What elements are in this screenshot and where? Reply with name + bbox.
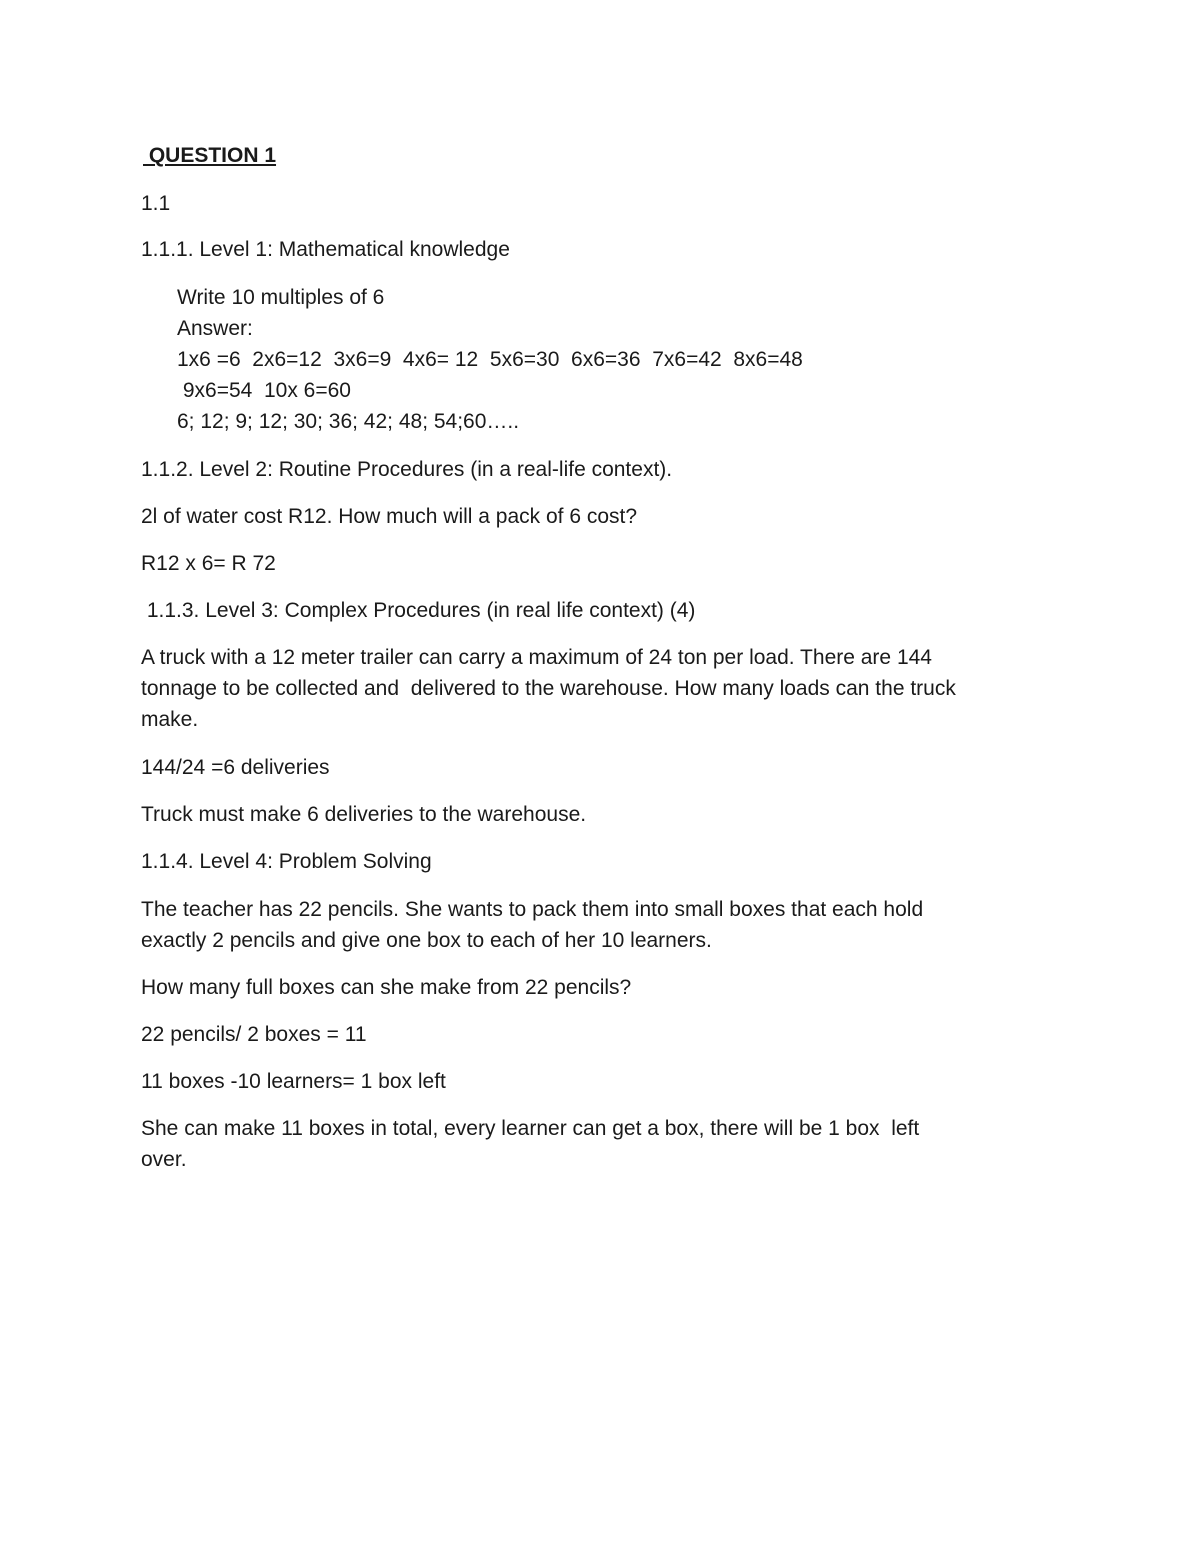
level1-products-line1: 1x6 =6 2x6=12 3x6=9 4x6= 12 5x6=30 6x6=36 7x6=42 8x6=48 — [177, 348, 803, 371]
level3-title: 1.1.3. Level 3: Complex Procedures (in real life context) (4) — [141, 599, 696, 622]
question-heading: QUESTION 1 — [143, 144, 277, 167]
level4-question: How many full boxes can she make from 22 pencils? — [141, 976, 632, 999]
level3-question-line2: tonnage to be collected and delivered to the warehouse. How many loads can the truck — [141, 677, 956, 700]
level4-problem-line1: The teacher has 22 pencils. She wants to pack them into small boxes that each hold — [141, 898, 924, 921]
level3-question-line3: make. — [141, 708, 199, 731]
level1-title: 1.1.1. Level 1: Mathematical knowledge — [141, 238, 510, 261]
level3-question-line1: A truck with a 12 meter trailer can carry a maximum of 24 ton per load. There are 144 — [141, 646, 932, 669]
level4-calc1: 22 pencils/ 2 boxes = 11 — [141, 1023, 367, 1046]
level4-answer-line1: She can make 11 boxes in total, every learner can get a box, there will be 1 box left — [141, 1117, 920, 1140]
section-number: 1.1 — [141, 192, 171, 215]
level1-answer-label: Answer: — [177, 317, 253, 340]
level4-calc2: 11 boxes -10 learners= 1 box left — [141, 1070, 446, 1093]
level3-answer: Truck must make 6 deliveries to the warehouse. — [141, 803, 587, 826]
level1-task: Write 10 multiples of 6 — [177, 286, 385, 309]
level4-title: 1.1.4. Level 4: Problem Solving — [141, 850, 432, 873]
level2-question: 2l of water cost R12. How much will a pack of 6 cost? — [141, 505, 638, 528]
level1-multiples: 6; 12; 9; 12; 30; 36; 42; 48; 54;60….. — [177, 410, 520, 433]
level4-problem-line2: exactly 2 pencils and give one box to each of her 10 learners. — [141, 929, 712, 952]
level3-calculation: 144/24 =6 deliveries — [141, 756, 330, 779]
level2-answer: R12 x 6= R 72 — [141, 552, 276, 575]
level4-answer-line2: over. — [141, 1148, 187, 1171]
level1-products-line2: 9x6=54 10x 6=60 — [177, 379, 351, 402]
level2-title: 1.1.2. Level 2: Routine Procedures (in a real-life context). — [141, 458, 673, 481]
